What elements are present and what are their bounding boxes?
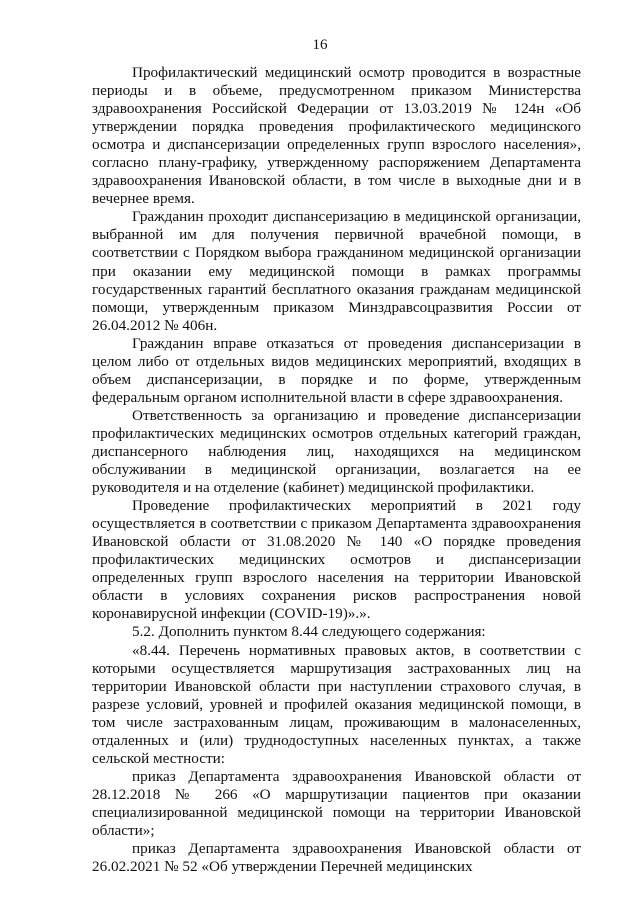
document-body (92, 64, 581, 876)
paragraph-responsibility: Ответственность за организацию и проведение диспансеризации профилактических медицинских осмотров отдельных категорий граждан, диспансерного наблюдения лиц, находящихся на медицинском обслуживании в медицинской организации, возлагается на ее руководителя и на отделение (кабинет) медицинской профилактики. (92, 406, 581, 497)
paragraph-right-to-refuse: Гражданин вправе отказаться от проведения диспансеризации в целом либо от отдельных видов медицинских мероприятий, входящих в объем диспансеризации, в порядке и по форме, утвержденным федеральным органом исполнительной власти в сфере здравоохранения. (92, 334, 581, 406)
paragraph-order-266: приказ Департамента здравоохранения Ивановской области от 28.12.2018 № 266 «О маршрутизации пациентов при оказании специализированной медицинской помощи на территории Ивановской области»; (92, 767, 581, 839)
paragraph-medical-organization-choice: Гражданин проходит диспансеризацию в медицинской организации, выбранной им для получения первичной врачебной помощи, в соответствии с Порядком выбора гражданином медицинской организации при оказании ему медицинской помощи в рамках программы государственных гарантий бесплатного оказания гражданам медицинской помощи, утвержденным приказом Минздравсоцразвития России от 26.04.2012 № 406н. (92, 208, 581, 334)
paragraph-item-8-44: «8.44. Перечень нормативных правовых актов, в соответствии с которыми осуществляется маршрутизация застрахованных лиц на территории Ивановской области при наступлении страхового случая, в разрезе условий, уровней и профилей оказания медицинской помощи, в том числе застрахованным лицам, проживающим в малонаселенных, отдаленных и (или) труднодоступных населенных пунктах, а также сельской местности: (92, 641, 581, 767)
paragraph-2021-measures: Проведение профилактических мероприятий в 2021 году осуществляется в соответствии с приказом Департамента здравоохранения Ивановской области от 31.08.2020 № 140 «О порядке проведения профилактических медицинских осмотров и диспансеризации определенных групп взрослого населения на территории Ивановской области в условиях сохранения рисков распространения новой коронавирусной инфекции (COVID-19)».». (92, 497, 581, 623)
page-number: 16 (312, 37, 328, 53)
paragraph-preventive-exam: Профилактический медицинский осмотр проводится в возрастные периоды и в объеме, предусмотренном приказом Министерства здравоохранения Российской Федерации от 13.03.2019 № 124н «Об утверждении порядка проведения профилактического медицинского осмотра и диспансеризации определенных групп взрослого населения», согласно плану-графику, утвержденному распоряжением Департамента здравоохранения Ивановской области, в том числе в выходные дни и в вечернее время. (92, 64, 581, 208)
paragraph-order-52: приказ Департамента здравоохранения Ивановской области от 26.02.2021 № 52 «Об утверждении Перечней медицинских (92, 840, 581, 876)
paragraph-amendment-5-2: 5.2. Дополнить пунктом 8.44 следующего содержания: (132, 623, 486, 641)
